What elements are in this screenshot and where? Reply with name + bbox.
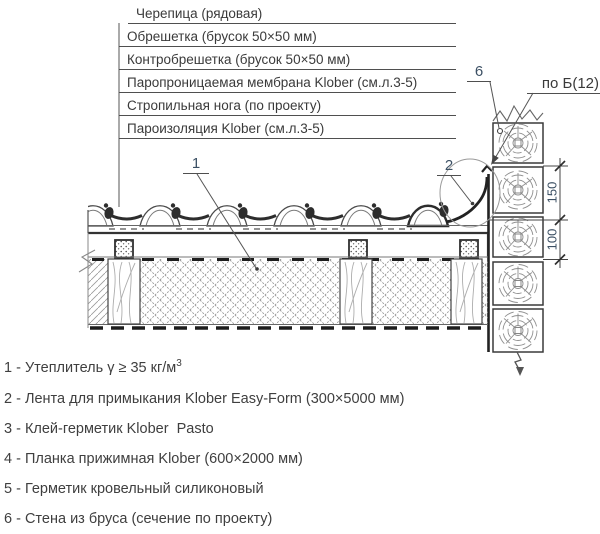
- legend-item-1-sup: 3: [176, 358, 182, 369]
- legend-item-5: [4, 479, 264, 497]
- callout-2: 2: [437, 158, 461, 176]
- batten-squares: [115, 240, 478, 258]
- dimension-150: 150: [544, 181, 560, 204]
- legend-item-2: [4, 389, 404, 407]
- callout-1: 1: [183, 156, 209, 174]
- legend-item-3: [4, 419, 214, 437]
- timber-wall: [493, 106, 543, 376]
- layer-label-rafter: Стропильная нога (по проекту): [119, 97, 456, 116]
- layer-label-counter-batten: Контробрешетка (брусок 50×50 мм): [119, 51, 456, 70]
- layer-label-membrane: Паропроницаемая мембрана Klober (см.л.3-5): [119, 74, 456, 93]
- roof-tile-profile: [73, 202, 450, 229]
- layer-label-batten: Обрешетка (брусок 50×50 мм): [119, 28, 456, 47]
- legend-item-2-text: 2 - Лента для примыкания Klober Easy-Form (300×5000 мм): [4, 390, 405, 407]
- wall-bottom-break-arrow: [516, 367, 524, 376]
- section-reference-label: по Б(12): [527, 74, 600, 94]
- legend-item-4-text: 4 - Планка прижимная Klober (600×2000 мм): [4, 450, 303, 467]
- legend-item-6-text: 6 - Стена из бруса (сечение по проекту): [4, 510, 273, 527]
- tile-crests: [73, 206, 448, 226]
- legend-item-6: [4, 509, 272, 527]
- dimension-100: 100: [544, 228, 560, 251]
- flashing-tape: [446, 177, 487, 222]
- legend-item-1: [4, 358, 182, 376]
- legend-item-4: [4, 449, 303, 467]
- pressure-strip-hook: [482, 166, 492, 172]
- callout-6: 6: [467, 64, 491, 82]
- layer-label-tile: Черепица (рядовая): [128, 5, 456, 24]
- layer-label-vapor-barrier: Пароизоляция Klober (см.л.3-5): [119, 120, 456, 139]
- legend-item-1-text: 1 - Утеплитель γ ≥ 35 кг/м: [4, 359, 177, 376]
- legend-item-5-text: 5 - Герметик кровельный силиконовый: [4, 480, 264, 497]
- legend-item-3-text: 3 - Клей-герметик Klober Pasto: [4, 420, 214, 437]
